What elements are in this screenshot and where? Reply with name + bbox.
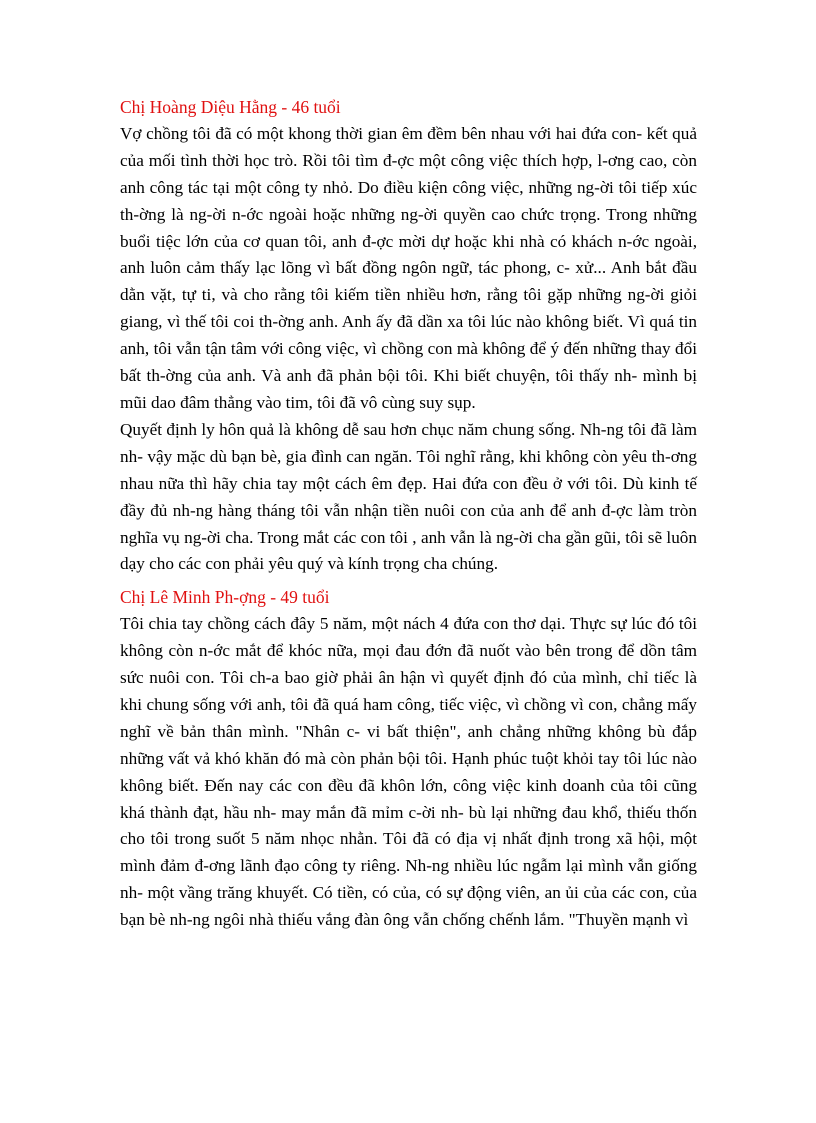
heading-hoang-dieu-hang: Chị Hoàng Diệu Hằng - 46 tuổi [120,97,341,117]
story-paragraph-2: Quyết định ly hôn quả là không dễ sau hơn chục năm chung sống. Nh-ng tôi đã làm nh- vậy mặc dù bạn bè, gia đình can ngăn. Tôi nghĩ rằng, khi không còn yêu th-ơng nhau nữa thì hãy chia tay một cách êm đẹp. Hai đứa con đều ở với tôi. Dù kinh tế đầy đủ nh-ng hàng tháng tôi vẫn nhận tiền nuôi con của anh để anh đ-ợc làm tròn nghĩa vụ ng-ời cha. Trong mắt các con tôi , anh vẫn là ng-ời cha gần gũi, tôi sẽ luôn dạy cho các con phải yêu quý và kính trọng cha chúng. [120,419,697,574]
heading-le-minh-phuong: Chị Lê Minh Ph-ợng - 49 tuổi [120,587,330,608]
story-paragraph-3: Tôi chia tay chồng cách đây 5 năm, một nách 4 đứa con thơ dại. Thực sự lúc đó tôi không còn n-ớc mắt để khóc nữa, mọi đau đớn đã nuốt vào bên trong để dồn tâm sức nuôi con. Tôi ch-a bao giờ phải ân hận vì quyết định đó của mình, chỉ tiếc là khi chung sống với anh, tôi đã quá ham công, tiếc việc, vì chồng vì con, chẳng mấy nghĩ về bản thân mình. "Nhân c- vi bất thiện", anh chẳng những không bù đắp những vất vả khó khăn đó mà còn phản bội tôi. Hạnh phúc tuột khỏi tay tôi lúc nào không biết. Đến nay các con đều đã khôn lớn, công việc kinh doanh của tôi cũng khá thành đạt, hầu nh- may mắn đã mỉm c-ời nh- bù lại những đau khổ, thiếu thốn cho tôi trong suốt 5 năm nhọc nhằn. Tôi đã có địa vị nhất định trong xã hội, một mình đảm đ-ơng lãnh đạo công ty riêng. Nh-ng nhiều lúc ngẫm lại mình vẫn giống nh- một vầng trăng khuyết. Có tiền, có của, có sự động viên, an ủi của các con, của bạn bè nh-ng ngôi nhà thiếu vắng đàn ông vẫn chống chếnh lắm. "Thuyền mạnh vì [120,614,697,930]
document-page [120,94,697,934]
story-paragraph-1: Vợ chồng tôi đã có một khong thời gian êm đềm bên nhau với hai đứa con- kết quả của mối tình thời học trò. Rồi tôi tìm đ-ợc một công việc thích hợp, l-ơng cao, còn anh công tác tại một công ty nhỏ. Do điều kiện công việc, những ng-ời tôi tiếp xúc th-ờng là ng-ời n-ớc ngoài hoặc những ng-ời quyền cao chức trọng. Trong những buổi tiệc lớn của cơ quan tôi, anh đ-ợc mời dự hoặc khi nhà có khách n-ớc ngoài, anh luôn cảm thấy lạc lõng vì bất đồng ngôn ngữ, tác phong, c- xử... Anh bắt đầu dằn vặt, tự ti, và cho rằng tôi kiếm tiền nhiều hơn, rằng tôi gặp những ng-ời giỏi giang, vì thế tôi coi th-ờng anh. Anh ấy đã dần xa tôi lúc nào không biết. Vì quá tin anh, tôi vẫn tận tâm với công việc, vì chồng con mà không để ý đến những thay đổi bất th-ờng của anh. Và anh đã phản bội tôi. Khi biết chuyện, tôi thấy nh- mình bị mũi dao đâm thẳng vào tim, tôi đã vô cùng suy sụp. [120,123,697,412]
